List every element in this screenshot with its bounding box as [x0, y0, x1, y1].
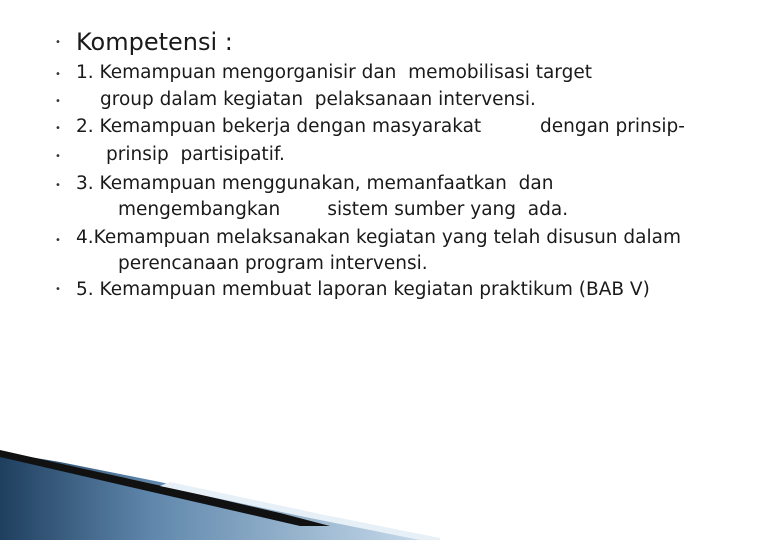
line-9: 5. Kemampuan membuat laporan kegiatan praktikum (BAB V): [76, 279, 650, 300]
line-2: group dalam kegiatan pelaksanaan intervensi.: [100, 89, 536, 110]
bullet-3: •: [55, 96, 61, 107]
bullet-8: •: [55, 284, 61, 295]
line-5: 3. Kemampuan menggunakan, memanfaatkan dan: [76, 173, 554, 194]
line-7: 4.Kemampuan melaksanakan kegiatan yang telah disusun dalam: [76, 227, 681, 248]
line-6: mengembangkan sistem sumber yang ada.: [118, 199, 569, 220]
bullet-2: •: [55, 69, 61, 80]
line-8: perencanaan program intervensi.: [118, 253, 428, 274]
bullet-1: •: [55, 37, 61, 48]
line-3: 2. Kemampuan bekerja dengan masyarakat dengan prinsip-: [76, 116, 685, 137]
line-4: prinsip partisipatif.: [106, 144, 285, 165]
bullet-4: •: [55, 123, 61, 134]
line-1: 1. Kemampuan mengorganisir dan memobilisasi target: [76, 62, 592, 83]
bullet-5: •: [55, 151, 61, 162]
bullet-7: •: [55, 235, 61, 246]
bullet-6: •: [55, 180, 61, 191]
slide-title: Kompetensi :: [76, 28, 233, 56]
